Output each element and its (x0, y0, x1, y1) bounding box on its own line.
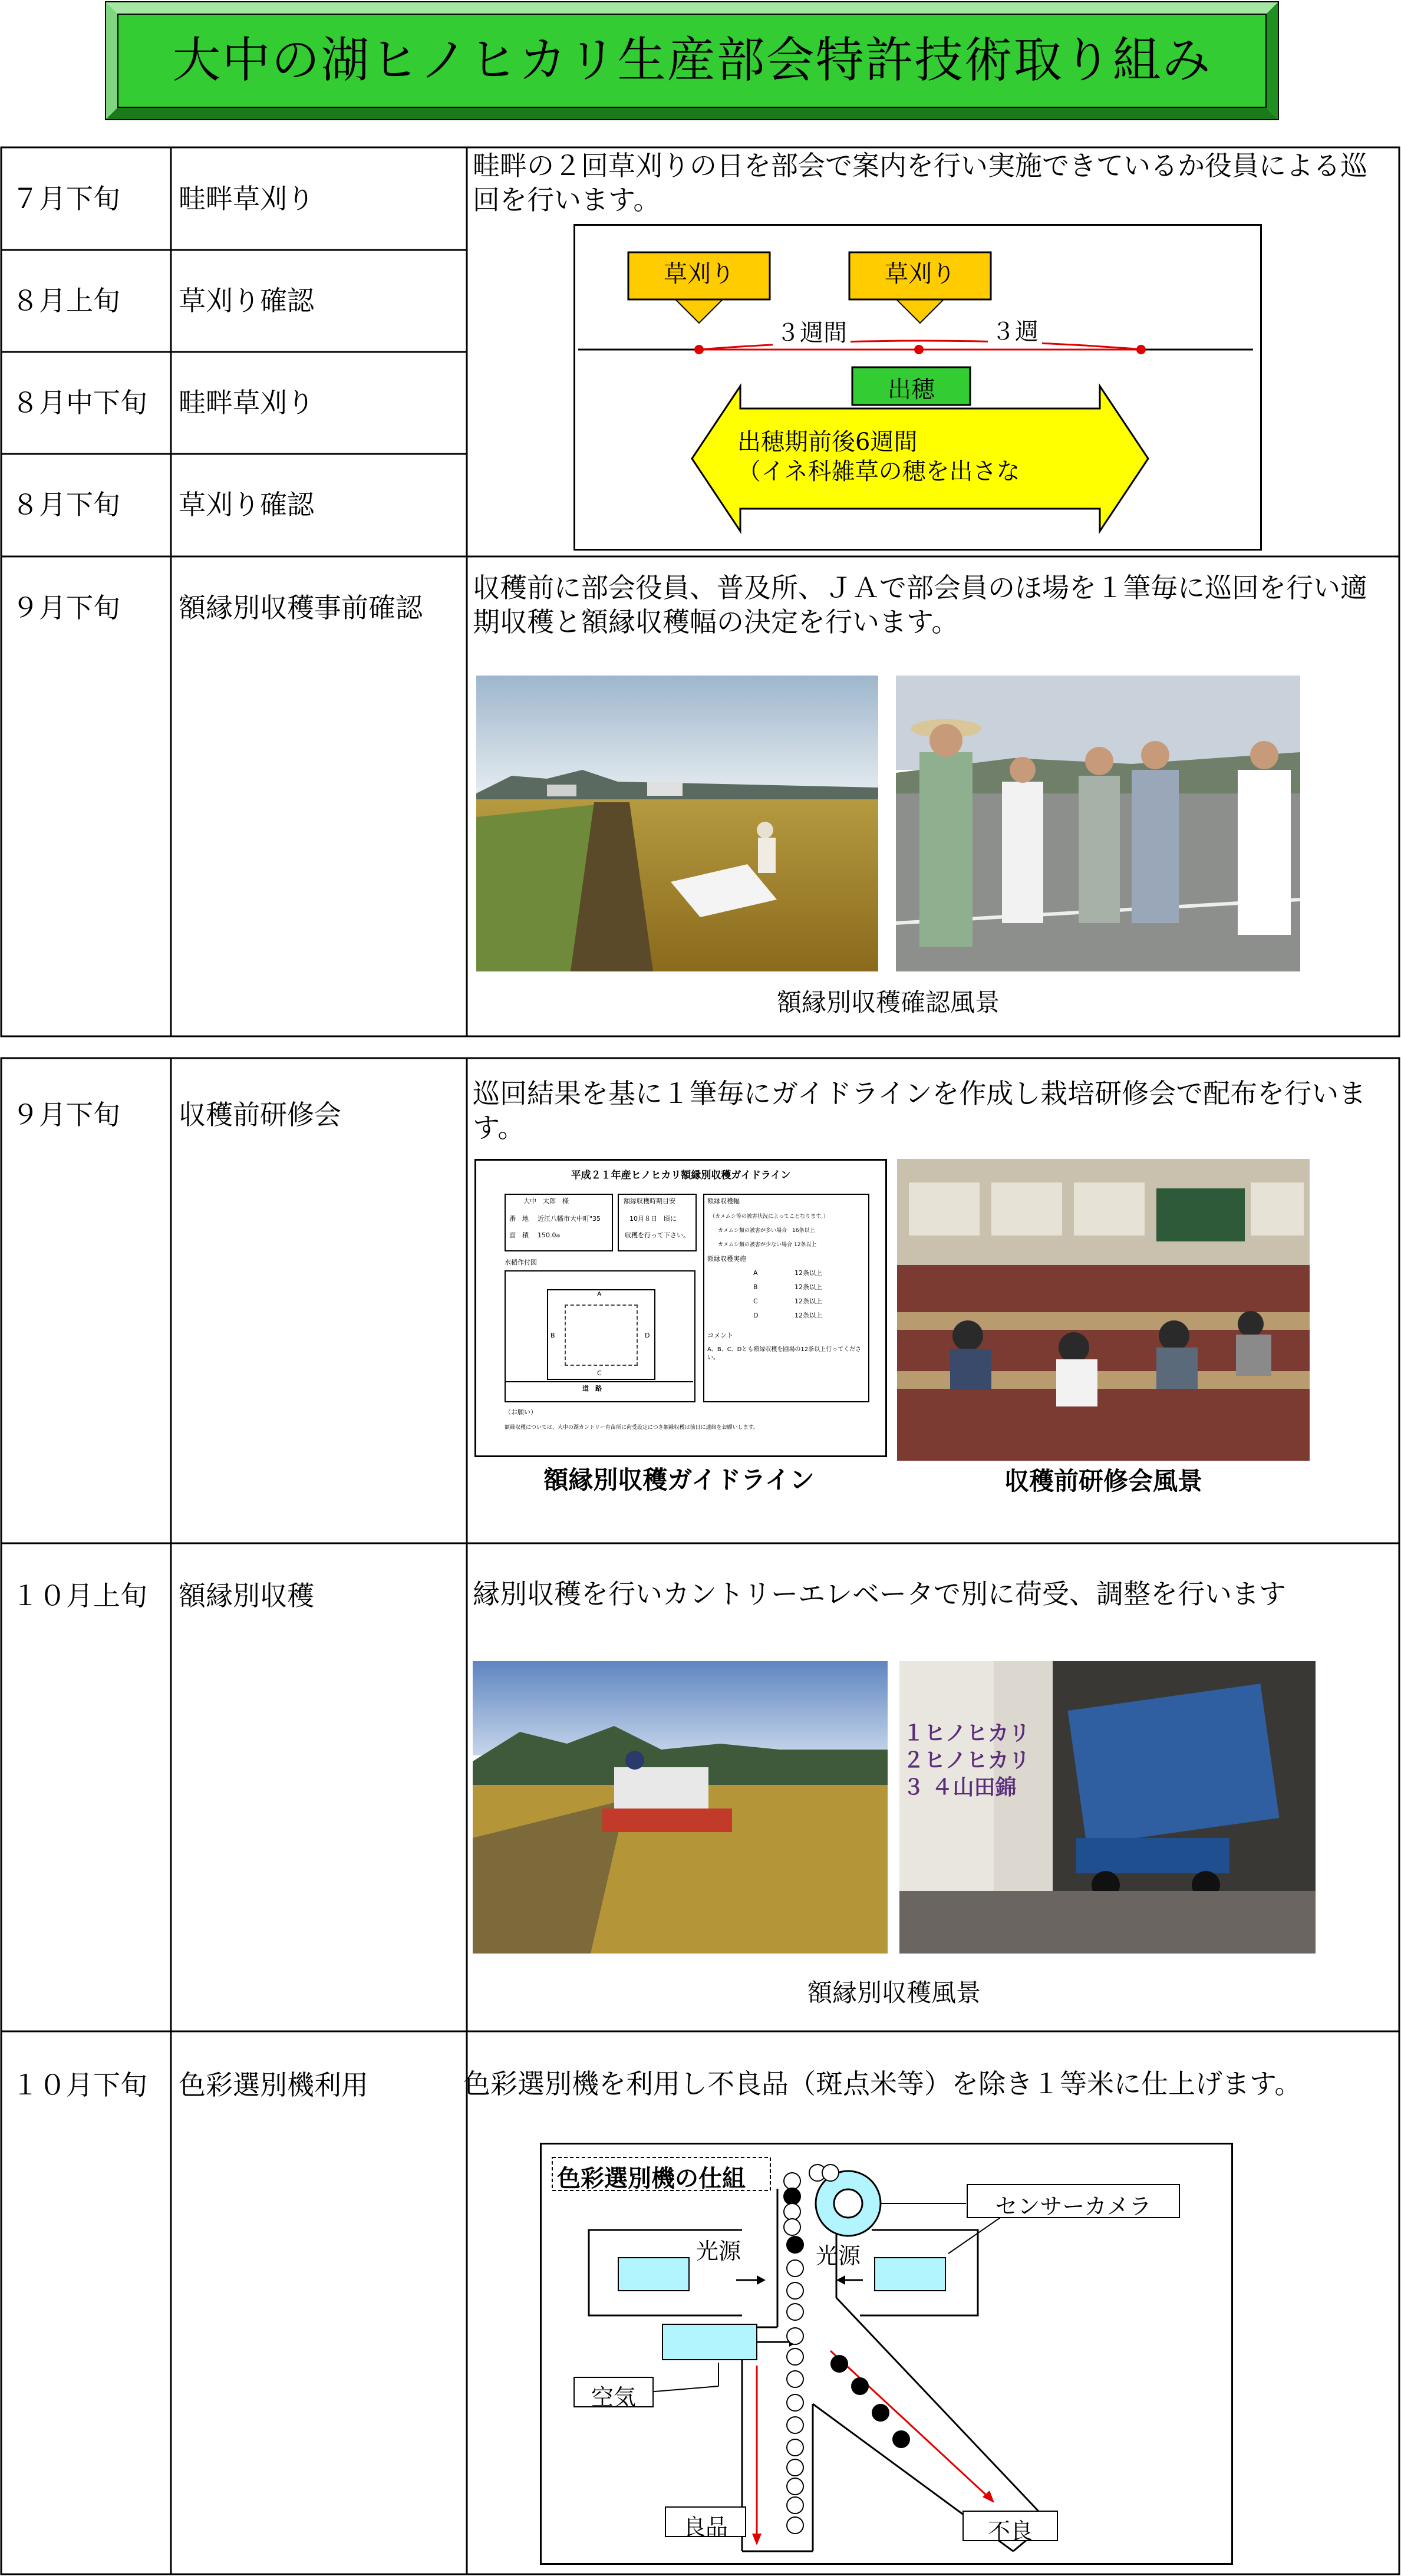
arrow-label-2: （イネ科雑草の穂を出さな (737, 458, 1020, 485)
guideline-remark: （お願い） (505, 1408, 537, 1416)
period-cell: ８月上旬 (12, 285, 120, 317)
air-label: 空気 (591, 2384, 636, 2410)
guideline-b: B (550, 1332, 555, 1339)
training-caption: 収穫前研修会風景 (1004, 1467, 1202, 1495)
period-cell: ８月中下旬 (12, 387, 147, 419)
sorter-description: 色彩選別機を利用し不良品（斑点米等）を除き１等米に仕上げます。 (463, 2068, 1302, 2100)
period-cell: ７月下旬 (12, 183, 120, 215)
field-inspection-photo (476, 676, 878, 971)
task-cell: 畦畔草刈り (179, 387, 314, 419)
truck-unloading-photo (899, 1661, 1316, 1954)
task-cell: 草刈り確認 (179, 489, 314, 521)
gap-label-2: ３週 (988, 313, 1042, 347)
harvest-description: 縁別収穫を行いカントリーエレベータで別に荷受、調整を行います (473, 1578, 1286, 1610)
guideline-d: D (645, 1332, 650, 1339)
period-cell: ９月下旬 (12, 1099, 120, 1131)
task-cell: 額縁別収穫事前確認 (179, 592, 423, 624)
task-cell: 草刈り確認 (179, 285, 314, 317)
guideline-d-val: 12条以上 (795, 1312, 822, 1319)
task-cell: 色彩選別機利用 (179, 2069, 368, 2101)
guideline-b-val: 12条以上 (795, 1283, 822, 1291)
guideline-a: A (597, 1290, 602, 1298)
light-label-2: 光源 (816, 2243, 861, 2269)
task-cell: 収穫前研修会 (179, 1099, 341, 1131)
mow-label-1: 草刈り (664, 261, 734, 288)
period-cell: ８月下旬 (12, 489, 120, 521)
period-cell: １０月上旬 (12, 1580, 147, 1612)
inspection-group-photo (896, 676, 1300, 971)
guideline-line: カメムシ類の被害が多い場合 16条以上 (718, 1228, 815, 1234)
mowing-diagram (573, 224, 1262, 551)
guideline-method: 額縁収穫実施 (707, 1255, 746, 1263)
guideline-b: B (753, 1283, 758, 1291)
sign-text: １ヒノヒカリ ２ヒノヒカリ ３ ４山田錦 (903, 1721, 1030, 1800)
guideline-comment-text: A、B、C、Dとも額縁収穫を圃場の12条以上行ってください。 (707, 1346, 862, 1361)
guideline-d: D (753, 1312, 759, 1319)
guideline-comment: コメント (707, 1332, 733, 1339)
period-cell: ９月下旬 (12, 592, 120, 624)
light-label-1: 光源 (696, 2238, 741, 2264)
guideline-schedule: 収穫を行って下さい。 (625, 1231, 690, 1239)
guideline-schedule: 額縁収穫時期目安 (624, 1197, 675, 1205)
guideline-a: A (753, 1269, 758, 1277)
mowing-description: 畦畔の２回草刈りの日を部会で案内を行い実施できているか役員による巡回を行います。 (473, 150, 1367, 216)
guideline-c: C (753, 1297, 758, 1305)
guideline-note: （カメムシ等の被害状況によってことなります。） (710, 1214, 829, 1220)
mow-label-2: 草刈り (885, 261, 955, 288)
guideline-area-label: 面 積 (509, 1231, 529, 1239)
period-cell: １０月下旬 (12, 2069, 147, 2101)
gap-label-1: ３週間 (773, 314, 851, 348)
sorter-title: 色彩選別機の仕組 (557, 2165, 746, 2192)
guideline-road: 道 路 (582, 1385, 602, 1392)
guideline-c: C (597, 1369, 602, 1377)
guideline-document (474, 1159, 887, 1457)
task-cell: 額縁別収穫 (179, 1580, 314, 1612)
guideline-title: 平成２１年産ヒノヒカリ額縁別収穫ガイドライン (571, 1170, 791, 1181)
combine-harvest-photo (473, 1661, 888, 1954)
guideline-line: カメムシ類の被害が少ない場合 12条以上 (718, 1242, 817, 1248)
guideline-name: 大中 太郎 様 (523, 1197, 569, 1205)
guideline-a-val: 12条以上 (795, 1269, 822, 1277)
guideline-area: 150.0a (538, 1231, 561, 1239)
guideline-right-head: 額縁収穫幅 (707, 1197, 740, 1205)
precheck-description: 収穫前に部会役員、普及所、ＪＡで部会員のほ場を１筆毎に巡回を行い適期収穫と額縁収穫幅の決定を行います。 (473, 572, 1367, 638)
arrow-label-1: 出穂期前後6週間 (737, 429, 918, 456)
guideline-addr-label: 番 地 (509, 1215, 529, 1223)
guideline-map-label: 水稲作付図 (505, 1259, 537, 1266)
guideline-caption: 額縁別収穫ガイドライン (543, 1465, 815, 1494)
harvest-caption: 額縁別収穫風景 (807, 1978, 981, 2007)
guideline-schedule: 10月８日 頃に (629, 1215, 677, 1223)
bad-label: 不良 (987, 2518, 1033, 2544)
heading-label: 出穂 (888, 376, 935, 403)
camera-label: センサーカメラ (995, 2193, 1152, 2219)
training-description: 巡回結果を基に１筆毎にガイドラインを作成し栽培研修会で配布を行います。 (473, 1078, 1366, 1144)
good-label: 良品 (683, 2514, 728, 2540)
page-title: 大中の湖ヒノヒカリ生産部会特許技術取り組み (172, 32, 1212, 88)
guideline-footer: 額縁収穫については、大中の湖カントリー育苗所に荷受設定につき額縁収穫は前日に連絡をお願いします。 (505, 1425, 759, 1431)
precheck-caption: 額縁別収穫確認風景 (776, 988, 1000, 1017)
task-cell: 畦畔草刈り (179, 183, 314, 215)
sorter-diagram (540, 2143, 1233, 2565)
training-session-photo (897, 1159, 1310, 1461)
guideline-addr: 近江八幡市大中町"35 (538, 1215, 601, 1223)
guideline-c-val: 12条以上 (795, 1297, 822, 1305)
